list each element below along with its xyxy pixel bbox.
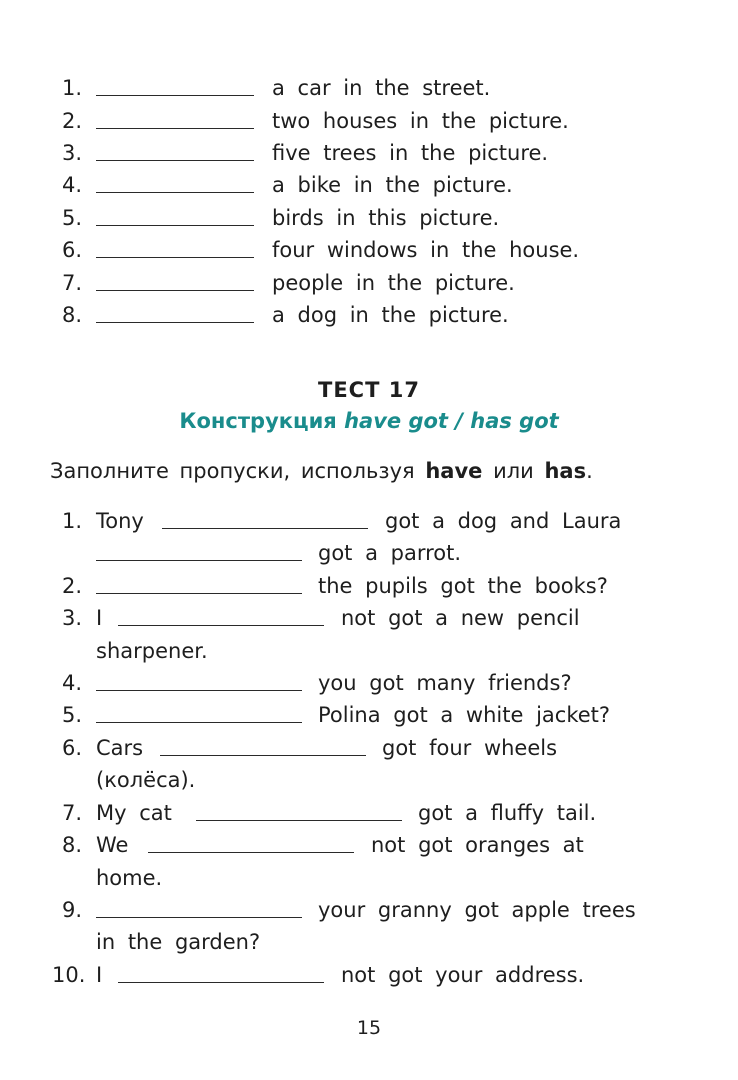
test-subtitle: Конструкция have got / has got	[179, 409, 559, 433]
blank-line	[118, 982, 324, 983]
blank-line	[96, 128, 254, 129]
blank-line	[96, 290, 254, 291]
blank-line	[96, 560, 302, 561]
blank-line	[96, 192, 254, 193]
blank-line	[96, 322, 254, 323]
blank-line	[96, 690, 302, 691]
blank-line	[162, 528, 368, 529]
blank-line	[96, 722, 302, 723]
blank-line	[196, 820, 402, 821]
blank-line	[96, 593, 302, 594]
blank-line	[96, 160, 254, 161]
blank-line	[160, 755, 366, 756]
page-number: 15	[356, 1017, 382, 1039]
instruction: Заполните пропуски, используя have или has.	[50, 459, 593, 483]
blank-line	[148, 852, 354, 853]
blank-line	[96, 225, 254, 226]
blank-line	[96, 917, 302, 918]
blank-line	[96, 95, 254, 96]
blank-line	[118, 625, 324, 626]
blank-line	[96, 257, 254, 258]
test-title: ТЕСТ 17	[318, 378, 420, 402]
